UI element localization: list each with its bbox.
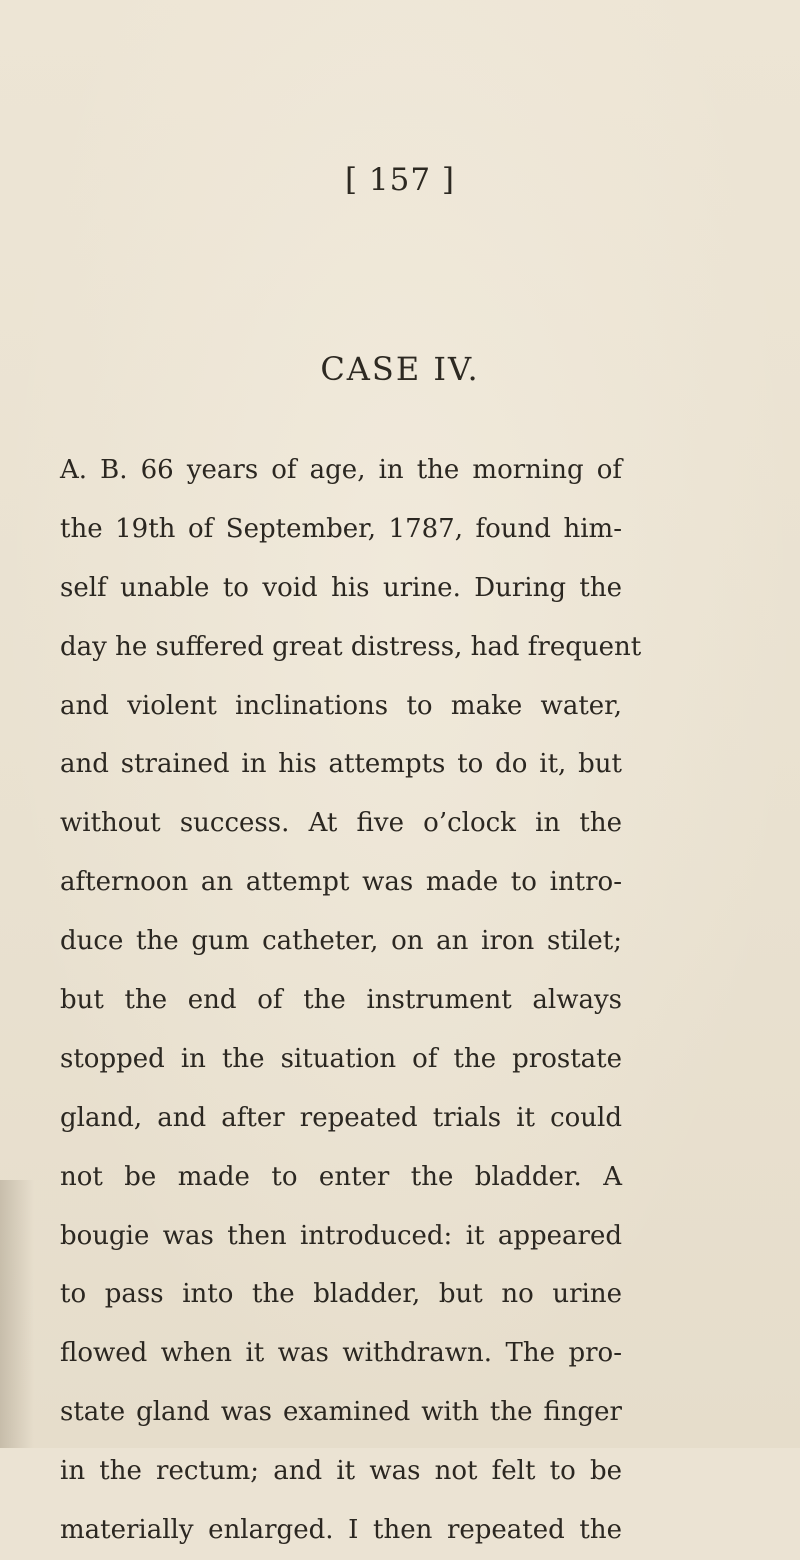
- page-number: [ 157 ]: [344, 162, 456, 198]
- text-line: state gland was examined with the finger: [60, 1397, 622, 1428]
- text-line: A. B. 66 years of age, in the morning of: [60, 455, 622, 485]
- case-heading: CASE IV.: [320, 350, 480, 388]
- text-line: in the rectum; and it was not felt to be: [60, 1456, 622, 1487]
- text-line: bougie was then introduced: it appeared: [60, 1220, 622, 1251]
- text-line: materially enlarged. I then repeated the: [60, 1515, 622, 1546]
- text-line: not be made to enter the bladder. A: [60, 1161, 622, 1192]
- text-line: stopped in the situation of the prostate: [60, 1043, 622, 1074]
- text-line: self unable to void his urine. During the: [60, 572, 622, 603]
- text-line: but the end of the instrument always: [60, 985, 622, 1016]
- text-line: without success. At five o’clock in the: [60, 808, 622, 839]
- text-line: afternoon an attempt was made to intro-: [60, 867, 622, 898]
- text-line: duce the gum catheter, on an iron stilet;: [60, 926, 622, 957]
- text-line: day he suffered great distress, had frequent: [60, 631, 642, 662]
- text-line: gland, and after repeated trials it could: [60, 1102, 622, 1133]
- text-line: and violent inclinations to make water,: [60, 690, 622, 721]
- page-edge-shadow: [0, 1180, 34, 1448]
- body-paragraph: [60, 441, 642, 1560]
- text-line: to pass into the bladder, but no urine: [60, 1279, 622, 1310]
- text-line: and strained in his attempts to do it, but: [60, 749, 622, 780]
- text-line: flowed when it was withdrawn. The pro-: [60, 1338, 622, 1369]
- text-line: the 19th of September, 1787, found him-: [60, 513, 622, 544]
